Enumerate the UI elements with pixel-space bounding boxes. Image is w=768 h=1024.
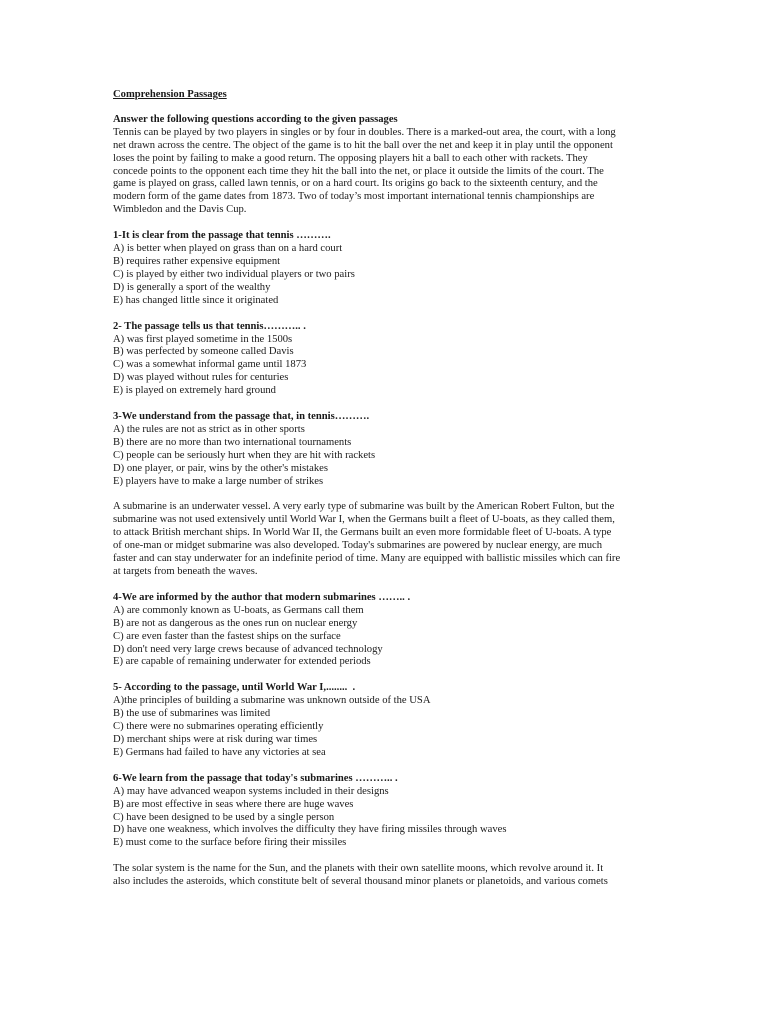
answer-option: D) merchant ships were at risk during war times [113,733,318,745]
question-1 [113,230,728,307]
passage-line: also includes the asteroids, which constitute belt of several thousand minor planets or planetoids, and various comets [113,876,608,888]
answer-option: B) there are no more than two international tournaments [113,436,352,448]
answer-option: B) the use of submarines was limited [113,708,271,720]
passage-line: The solar system is the name for the Sun, and the planets with their own satellite moons, which revolve around it. It [113,863,604,875]
page-title: Comprehension Passages [113,89,227,100]
question-stem: 2- The passage tells us that tennis……….. . [113,320,306,332]
answer-option: E) must come to the surface before firing their missiles [113,837,347,849]
answer-option: D) was played without rules for centuries [113,372,289,384]
passage-line: of one-man or midget submarine was also developed. Today's submarines are powered by nuclear energy, are much [113,540,603,552]
answer-option: E) are capable of remaining underwater for extended periods [113,656,371,668]
passage-line: net drawn across the centre. The object of the game is to hit the ball over the net and keep it in play until the opponent [113,139,613,151]
answer-option: D) one player, or pair, wins by the other's mistakes [113,462,328,474]
answer-option: E) has changed little since it originated [113,294,279,306]
answer-option: A) the rules are not as strict as in other sports [113,423,305,435]
instruction-heading: Answer the following questions according to the given passages [113,113,398,125]
answer-option: A) is better when played on grass than on a hard court [113,243,343,255]
passage-line: Tennis can be played by two players in singles or by four in doubles. There is a marked-out area, the court, with a long [113,126,616,138]
question-3 [113,411,728,488]
question-stem: 4-We are informed by the author that modern submarines …….. . [113,591,411,603]
answer-option: C) people can be seriously hurt when they are hit with rackets [113,449,376,461]
passage-solar-system [113,863,728,889]
passage-line: at targets from beneath the waves. [113,566,258,577]
answer-option: B) are most effective in seas where there are huge waves [113,798,354,810]
answer-option: D) don't need very large crews because of advanced technology [113,643,383,655]
passage-line: concede points to the opponent each time they hit the ball into the net, or place it outside the limits of the court. The [113,165,604,177]
answer-option: E) is played on extremely hard ground [113,385,276,397]
passage-line: modern form of the game dates from 1873. Two of today’s most important international tennis championships are [113,191,595,203]
answer-option: C) have been designed to be used by a single person [113,811,335,823]
passage-tennis [113,127,728,217]
passage-line: faster and can stay underwater for an indefinite period of time. Many are equipped with ballistic missiles which can fire [113,553,621,565]
answer-option: B) was perfected by someone called Davis [113,346,294,358]
answer-option: E) Germans had failed to have any victories at sea [113,746,326,758]
passage-line: Wimbledon and the Davis Cup. [113,204,247,216]
passage-submarine [113,501,728,578]
question-stem: 1-It is clear from the passage that tennis ………. [113,230,331,242]
answer-option: B) requires rather expensive equipment [113,255,281,267]
answer-option: C) there were no submarines operating efficiently [113,721,324,733]
answer-option: A)the principles of building a submarine was unknown outside of the USA [113,695,431,707]
passage-line: submarine was not used extensively until World War I, when the Germans built a fleet of U-boats, as they called them, [113,514,615,526]
passage-line: to attack British merchant ships. In World War II, the Germans built an even more formidable fleet of U-boats. A type [113,527,612,539]
answer-option: A) may have advanced weapon systems included in their designs [113,785,389,797]
answer-option: E) players have to make a large number of strikes [113,475,324,487]
answer-option: C) was a somewhat informal game until 1873 [113,359,307,371]
passage-line: A submarine is an underwater vessel. A very early type of submarine was built by the American Robert Fulton, but the [113,501,615,513]
answer-option: C) is played by either two individual players or two pairs [113,268,355,280]
question-stem: 6-We learn from the passage that today's submarines ……….. . [113,772,398,784]
question-2 [113,321,728,398]
answer-option: C) are even faster than the fastest ships on the surface [113,630,341,642]
question-stem: 3-We understand from the passage that, in tennis………. [113,411,370,423]
answer-option: D) is generally a sport of the wealthy [113,281,271,293]
passage-line: loses the point by failing to make a good return. The opposing players hit a ball to each other with rackets. They [113,152,588,164]
passage-line: game is played on grass, called lawn tennis, or on a hard court. Its origins go back to the sixteenth century, and the [113,178,598,190]
answer-option: B) are not as dangerous as the ones run on nuclear energy [113,617,358,629]
answer-option: A) was first played sometime in the 1500s [113,333,293,345]
answer-option: A) are commonly known as U-boats, as Germans call them [113,604,364,616]
question-6 [113,773,728,850]
question-5 [113,682,728,759]
answer-option: D) have one weakness, which involves the difficulty they have firing missiles through waves [113,824,507,836]
question-4 [113,592,728,669]
question-stem: 5- According to the passage, until World War I,........ . [113,682,356,694]
